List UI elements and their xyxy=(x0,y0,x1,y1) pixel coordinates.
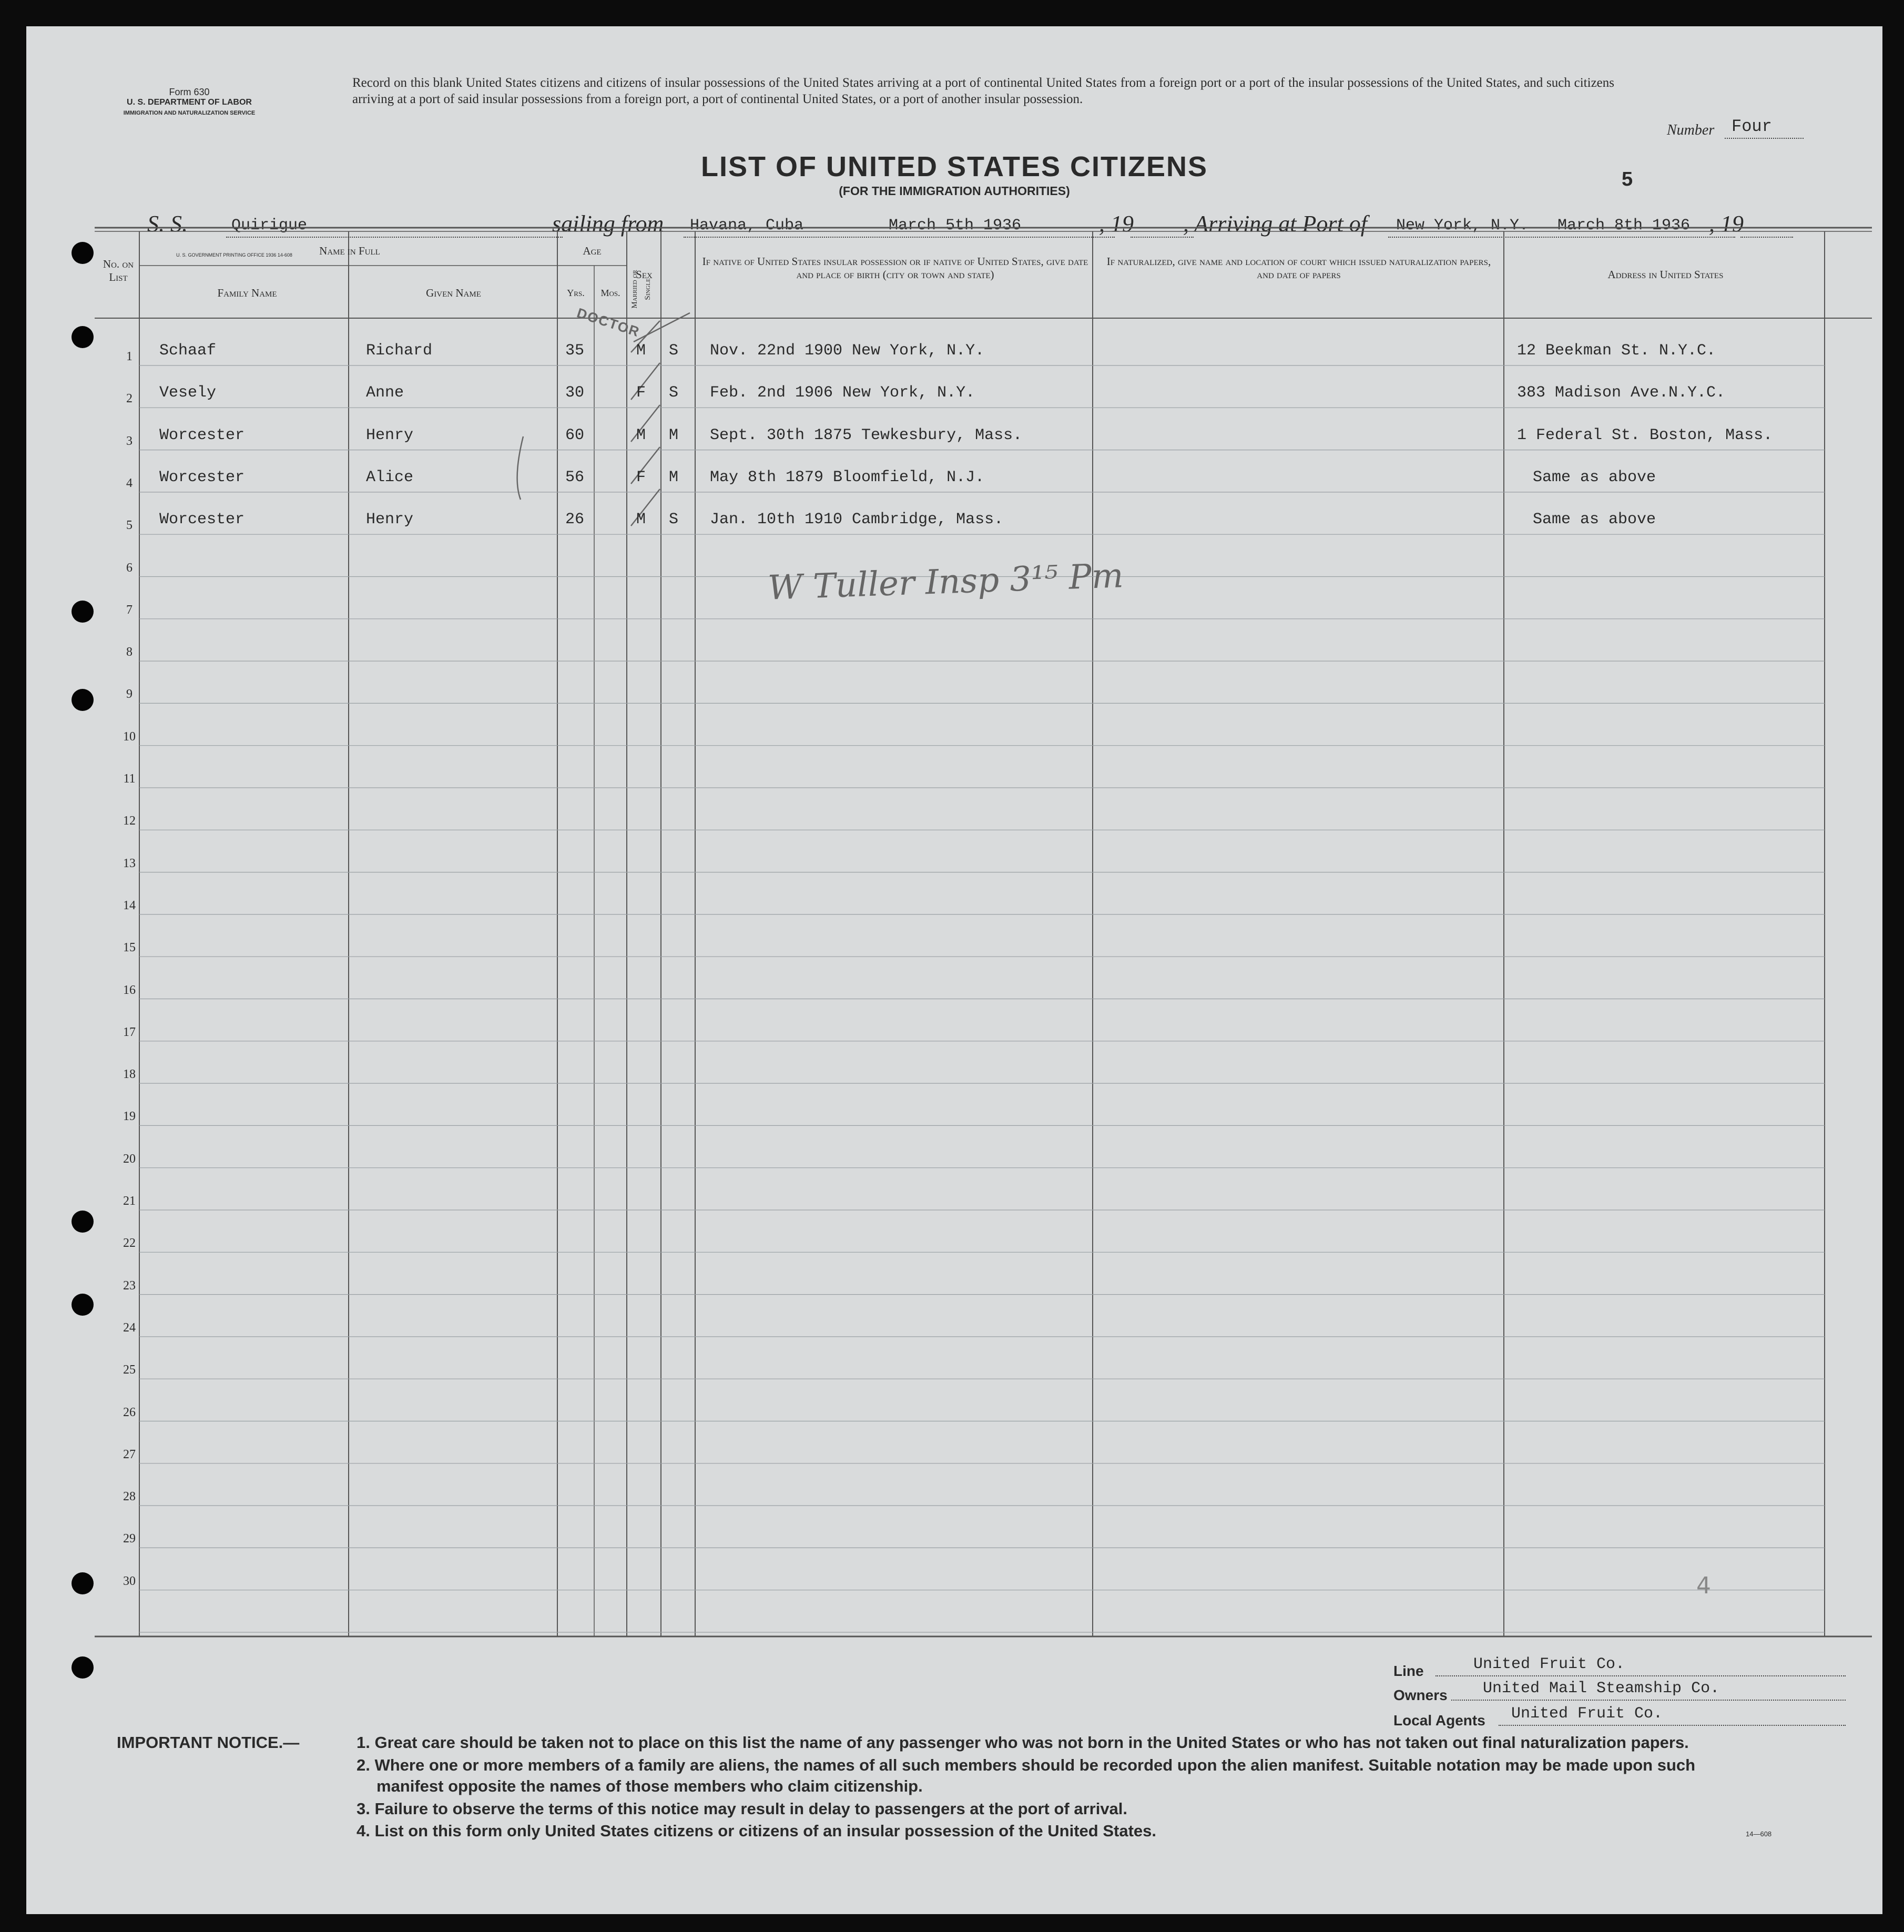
row-number: 16 xyxy=(123,983,136,997)
address-cell: Same as above xyxy=(1533,468,1656,486)
instruction-text: Record on this blank United States citizens and citizens of insular possessions of the United States arriving at a port of continental United States from a foreign port or a port of the insular possessions of the United States, and such citizens arriving at a port of said insular possessions from a foreign port, a port of continental United States, or a port of another insular possession. xyxy=(352,76,1614,106)
notice-item-1: 1. Great care should be taken not to place on this list the name of any passenger who was not born in the United States or who has not taken out final naturalization papers. xyxy=(357,1733,1689,1752)
col-mos: Mos. xyxy=(600,288,620,298)
marital-status-cell: M xyxy=(669,468,679,486)
family-name-cell: Vesely xyxy=(159,384,217,402)
row-number: 14 xyxy=(123,898,136,912)
pencil-mark: 4 xyxy=(1696,1572,1711,1599)
given-name-cell: Richard xyxy=(366,342,433,360)
col-naturalized: If naturalized, give name and location of court which issued naturalization papers, and date of papers xyxy=(1106,255,1491,281)
row-number: 27 xyxy=(123,1447,136,1461)
line-underline xyxy=(1435,1675,1846,1676)
col-birth: If native of United States insular possession or if native of United States, give date and place of birth (city or town and state) xyxy=(702,255,1088,281)
col-no-on-list: No. on List xyxy=(103,258,134,283)
row-number: 3 xyxy=(126,434,133,448)
row-number: 30 xyxy=(123,1574,136,1588)
row-number: 6 xyxy=(126,561,133,575)
ship-name: Quirigue xyxy=(231,217,308,235)
page-title: LIST OF UNITED STATES CITIZENS xyxy=(701,151,1208,182)
sex-cell: M xyxy=(636,426,646,444)
row-number: 9 xyxy=(126,687,133,701)
marital-status-cell: S xyxy=(669,511,679,529)
doctor-stamp: DOCTOR xyxy=(575,304,642,340)
departure-port: Havana, Cuba xyxy=(690,217,804,235)
row-number: 7 xyxy=(126,603,133,617)
arriving-label: , Arriving at Port of xyxy=(1183,211,1367,237)
page-number: 5 xyxy=(1622,168,1633,190)
row-number: 25 xyxy=(123,1363,136,1377)
row-number: 18 xyxy=(123,1067,136,1082)
row-number: 11 xyxy=(123,772,136,786)
sailing-label: sailing from xyxy=(552,211,664,237)
owners-value: United Mail Steamship Co. xyxy=(1483,1680,1720,1697)
row-number: 19 xyxy=(123,1110,136,1124)
given-name-cell: Henry xyxy=(366,511,414,529)
notice-item-3: 3. Failure to observe the terms of this notice may result in delay to passengers at the port of arrival. xyxy=(357,1799,1128,1818)
family-name-cell: Worcester xyxy=(159,511,245,529)
department-name: U. S. DEPARTMENT OF LABOR xyxy=(127,98,252,107)
col-yrs: Yrs. xyxy=(567,288,585,298)
notice-heading: IMPORTANT NOTICE.— xyxy=(117,1733,300,1752)
col-sex: Sex xyxy=(636,268,653,281)
row-number: 8 xyxy=(126,645,133,659)
address-cell: Same as above xyxy=(1533,511,1656,529)
row-number: 2 xyxy=(126,392,133,406)
departure-date: March 5th 1936 xyxy=(889,217,1022,235)
owners-label: Owners xyxy=(1393,1687,1448,1703)
page-subtitle: (FOR THE IMMIGRATION AUTHORITIES) xyxy=(839,184,1070,198)
birth-cell: Jan. 10th 1910 Cambridge, Mass. xyxy=(710,511,1004,529)
col-age: Age xyxy=(583,245,602,257)
form-number: Form 630 xyxy=(169,87,210,97)
address-cell: 1 Federal St. Boston, Mass. xyxy=(1517,426,1773,444)
manifest-sheet xyxy=(26,26,1882,1914)
printer-code: 14-608 xyxy=(277,252,292,258)
sex-cell: M xyxy=(636,342,646,360)
notice-item-2-cont: manifest opposite the names of those members who claim citizenship. xyxy=(376,1777,923,1795)
row-number: 24 xyxy=(123,1320,136,1335)
row-number: 10 xyxy=(123,729,136,744)
marital-status-cell: M xyxy=(669,426,679,444)
given-name-cell: Anne xyxy=(366,384,404,402)
row-number: 13 xyxy=(123,856,136,870)
col-name-in-full: Name in Full xyxy=(319,245,380,257)
owners-underline xyxy=(1451,1700,1846,1701)
year-label-1: , 19 xyxy=(1099,211,1134,237)
row-number: 21 xyxy=(123,1194,136,1208)
row-number: 20 xyxy=(123,1152,136,1166)
address-cell: 383 Madison Ave.N.Y.C. xyxy=(1517,384,1726,402)
agents-label: Local Agents xyxy=(1393,1712,1485,1728)
birth-cell: Nov. 22nd 1900 New York, N.Y. xyxy=(710,342,985,360)
sex-cell: F xyxy=(636,468,646,486)
sex-cell: M xyxy=(636,511,646,529)
row-number: 4 xyxy=(126,476,133,490)
form-code: 14—608 xyxy=(1746,1830,1772,1838)
inspector-signature: W Tuller Insp 3¹⁵ Pm xyxy=(767,556,1124,608)
row-number: 26 xyxy=(123,1405,136,1419)
age-years-cell: 26 xyxy=(565,511,585,529)
family-name-cell: Worcester xyxy=(159,426,245,444)
row-number: 1 xyxy=(126,350,133,363)
marital-status-cell: S xyxy=(669,384,679,402)
number-label: Number xyxy=(1667,122,1715,138)
given-name-cell: Henry xyxy=(366,426,414,444)
agents-value: United Fruit Co. xyxy=(1511,1705,1663,1723)
address-cell: 12 Beekman St. N.Y.C. xyxy=(1517,342,1716,360)
row-number: 12 xyxy=(123,814,136,828)
birth-cell: May 8th 1879 Bloomfield, N.J. xyxy=(710,468,985,486)
notice-item-2: 2. Where one or more members of a family are aliens, the names of all such members should be recorded upon the alien manifest. Suitable notation may be made upon such xyxy=(357,1756,1696,1774)
notice-item-4: 4. List on this form only United States citizens or citizens of an insular possession of the United States. xyxy=(357,1822,1156,1840)
given-name-cell: Alice xyxy=(366,468,414,486)
col-family-name: Family Name xyxy=(217,287,277,299)
row-number: 5 xyxy=(126,518,133,533)
birth-cell: Sept. 30th 1875 Tewkesbury, Mass. xyxy=(710,426,1023,444)
row-number: 29 xyxy=(123,1532,136,1546)
service-name: IMMIGRATION AND NATURALIZATION SERVICE xyxy=(123,110,256,116)
row-number: 28 xyxy=(123,1490,136,1504)
printer-office: U. S. GOVERNMENT PRINTING OFFICE 1936 xyxy=(176,252,277,258)
age-years-cell: 60 xyxy=(565,426,585,444)
arrival-date: March 8th 1936 xyxy=(1557,217,1691,235)
sex-cell: F xyxy=(636,384,646,402)
ss-label: S. S. xyxy=(147,211,188,237)
col-married-single: Married or Single xyxy=(630,270,652,309)
birth-cell: Feb. 2nd 1906 New York, N.Y. xyxy=(710,384,975,402)
row-number: 15 xyxy=(123,941,136,955)
col-address: Address in United States xyxy=(1607,268,1724,281)
age-years-cell: 30 xyxy=(565,384,585,402)
family-name-cell: Schaaf xyxy=(159,342,217,360)
agents-underline xyxy=(1499,1725,1846,1726)
family-name-cell: Worcester xyxy=(159,468,245,486)
line-value: United Fruit Co. xyxy=(1473,1655,1625,1673)
row-number: 22 xyxy=(123,1236,136,1250)
age-years-cell: 35 xyxy=(565,342,585,360)
number-value: Four xyxy=(1732,117,1772,136)
arrival-port: New York, N.Y. xyxy=(1396,217,1529,235)
age-years-cell: 56 xyxy=(565,468,585,486)
row-number: 23 xyxy=(123,1278,136,1293)
table-grid xyxy=(26,26,1882,1914)
year-label-2: , 19 xyxy=(1709,211,1744,237)
col-given-name: Given Name xyxy=(426,287,481,299)
row-number: 17 xyxy=(123,1025,136,1039)
marital-status-cell: S xyxy=(669,342,679,360)
line-label: Line xyxy=(1393,1663,1424,1679)
